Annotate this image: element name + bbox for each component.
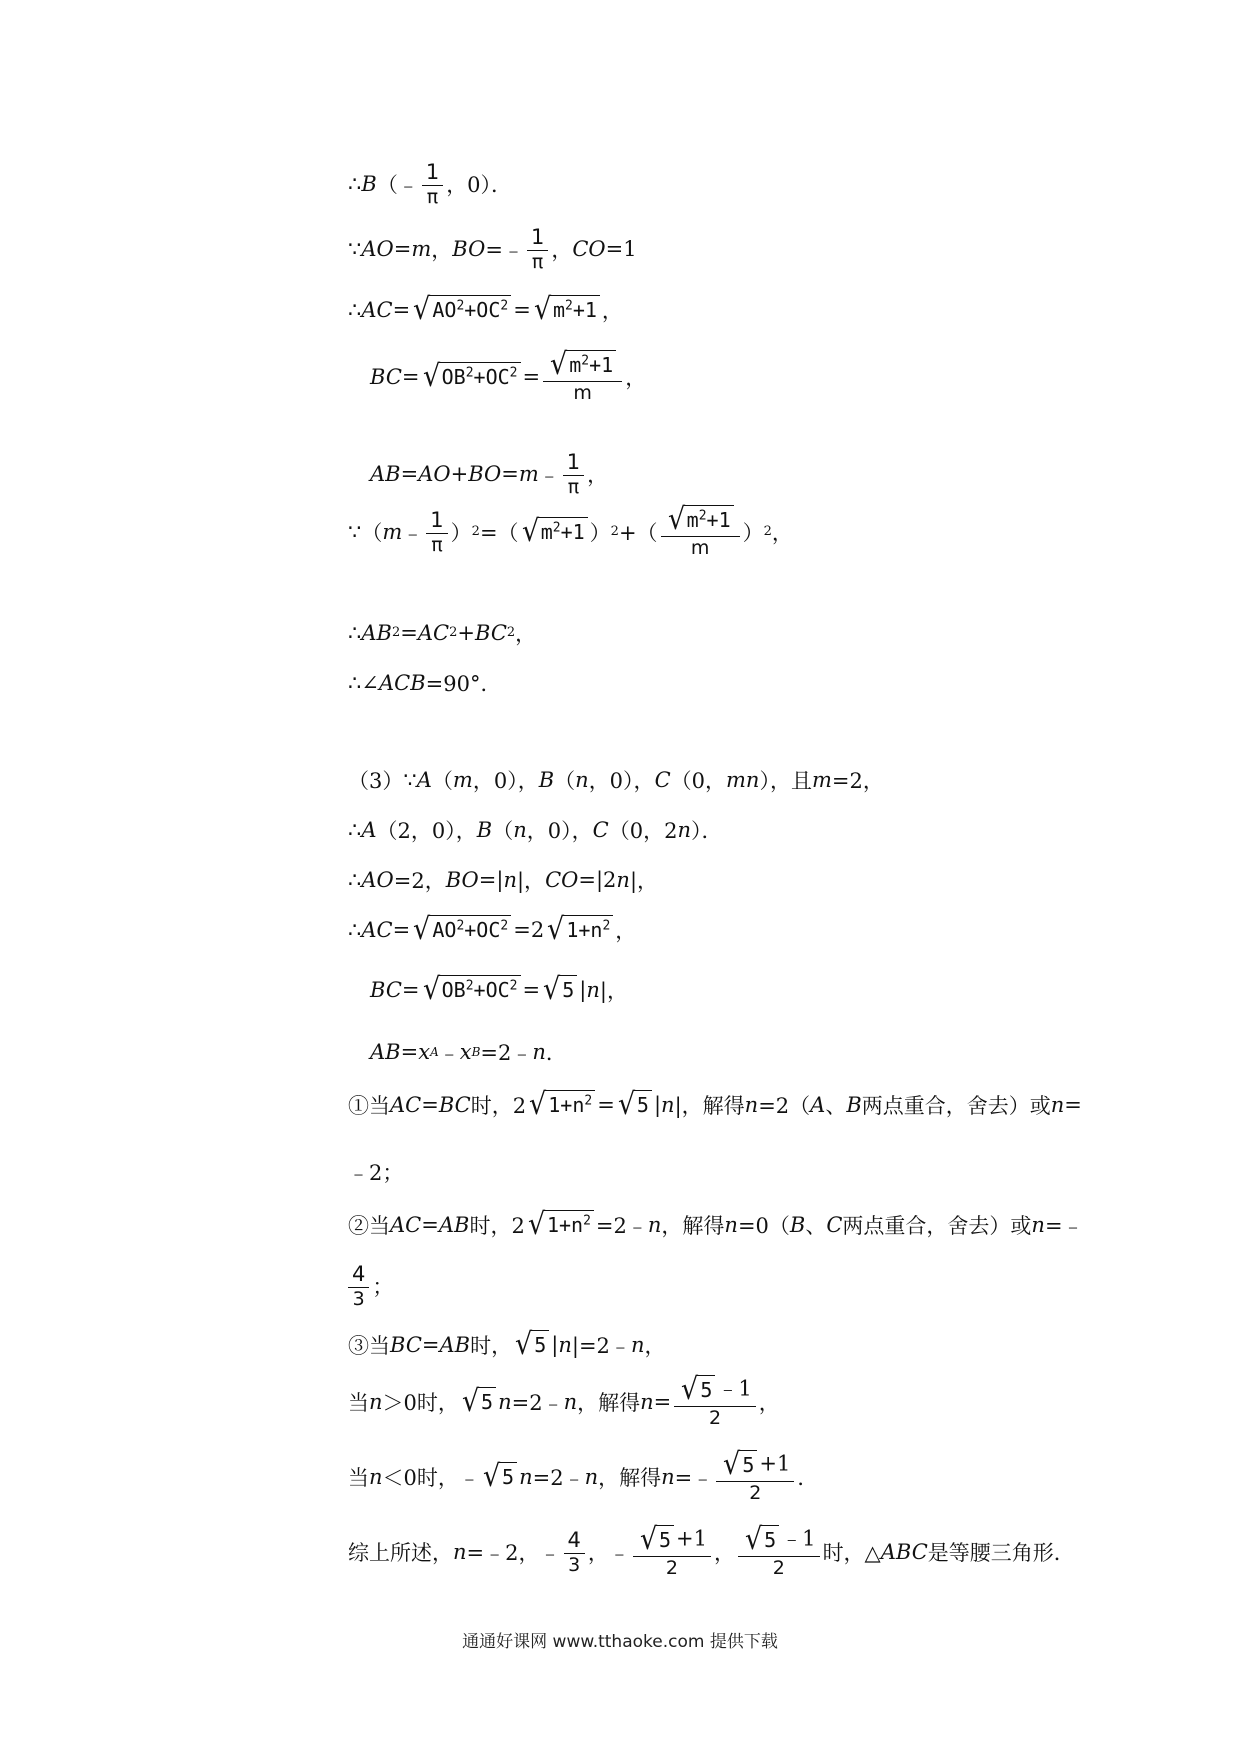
line-20: 当 n ＞0时， √ 5 n =2﹣ n ，解得 n = √ 5 ﹣1 2 ， (348, 1372, 780, 1429)
line-15: ①当 AC = BC 时，2 √ $1+n^2$ = √ 5 | n |，解得 n =2（ A 、 B 两点重合，舍去）或 n = (348, 1087, 1082, 1122)
line-5: AB = AO + BO = m ﹣ $\frac{1}{\pi}$ ， (370, 450, 609, 499)
line-11: ∴ AO =2， BO =| n |， CO =|2 n |， (348, 868, 659, 893)
line-6: ∵ （ m ﹣ $\frac{1}{\pi}$ ） 2 =（ √ $m^2+1$ ） 2 +（ √ $m^2+1$ m ） 2 ， (348, 502, 793, 559)
line-19: ③当 BC = AB 时， √ 5 | n |=2﹣ n ， (348, 1327, 666, 1362)
line-13: BC = √ $OB^2+OC^2$ = √ 5 | n |， (370, 972, 628, 1007)
line-17: ②当 AC = AB 时，2 √ $1+n^2$ =2﹣ n ，解得 n =0（ B 、 C 两点重合，舍去）或 n =﹣ (348, 1207, 1084, 1242)
line-7: ∴ AB 2 = AC 2 + BC 2 ， (348, 621, 537, 646)
line-16: ﹣2； (348, 1161, 404, 1185)
line-2: ∵ AO = m ， BO =﹣ $\frac{1}{\pi}$ ， CO =1 (348, 225, 637, 274)
line-1: ∴ B （﹣ $\frac{1}{\pi}$ ，0）． (348, 160, 513, 209)
line-8: ∴ ∠ ACB =90°． (348, 671, 502, 696)
line-10: ∴ A （2，0）， B （ n ，0）， C （0，2 n ）． (348, 818, 723, 843)
line-3: ∴ AC = √ $AO^2+OC^2$ = √ $m^2+1$ ， (348, 292, 623, 327)
line-18: $\frac{4}{3}$ ； (348, 1262, 393, 1311)
line-22: 综上所述， n =﹣2，﹣ $\frac{4}{3}$ ，﹣ √ 5 +1 2 ， √ 5 ﹣1 2 时，△ ABC 是等腰三角形． (348, 1522, 1075, 1579)
line-12: ∴ AC = √ $AO^2+OC^2$ =2 √ $1+n^2$ ， (348, 912, 637, 947)
line-14: AB = x A ﹣ x B =2﹣ n ． (370, 1040, 567, 1065)
line-21: 当 n ＜0时，﹣ √ 5 n =2﹣ n ，解得 n =﹣ √ 5 +1 2 ． (348, 1447, 819, 1504)
page-footer: 通通好课网 www.tthaoke.com 提供下载 (462, 1632, 778, 1652)
line-4: BC = √ $OB^2+OC^2$ = √ $m^2+1$ m ， (370, 347, 647, 404)
line-9: （3） ∵ A （ m ，0）， B （ n ，0）， C （0， mn ），且 m =2， (348, 768, 884, 793)
